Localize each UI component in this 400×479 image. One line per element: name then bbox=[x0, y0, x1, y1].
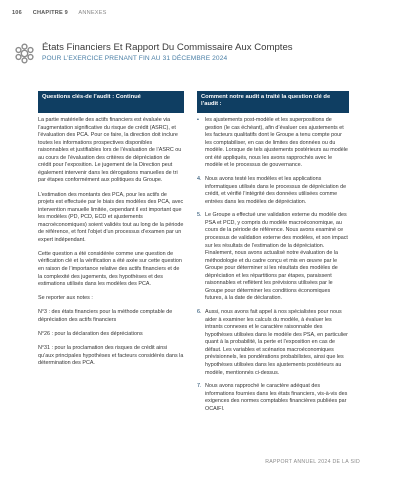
section-label: ANNEXES bbox=[78, 10, 107, 16]
audit-response-column bbox=[197, 91, 349, 420]
audit-procedures-list bbox=[197, 117, 349, 413]
running-header bbox=[12, 10, 116, 16]
paragraph: Cette question a été considérée comme une question de vérification clé et la vérification a été axée sur cette question en raison de l’importance relative des actifs financiers et de la complexité des jugements, des hypothèses et des estimations utilisés dans les modèles des PCA. bbox=[38, 250, 182, 288]
list-item bbox=[197, 212, 349, 303]
note-reference: N°26 : pour la déclaration des dépréciations bbox=[38, 331, 143, 338]
left-column-heading: Questions clés-de l’audit : Continué bbox=[38, 91, 184, 113]
page-footer: RAPPORT ANNUEL 2024 DE LA SID bbox=[265, 459, 360, 465]
note-reference: N°3 : des états financiers pour la méthode comptable de dépréciation des actifs financiers bbox=[38, 309, 173, 323]
chapter-label: CHAPITRE 9 bbox=[32, 10, 68, 16]
page-number: 106 bbox=[12, 10, 22, 16]
key-audit-matters-column bbox=[38, 91, 184, 374]
right-column-heading: Comment notre audit a traité la question clé de l’audit : bbox=[197, 91, 349, 113]
note-reference: N°31 : pour la proclamation des risques de crédit ainsi qu’aux principales hypothèses et facteurs considérés dans la détermination des PCA. bbox=[38, 345, 184, 367]
list-item-text: Aussi, nous avons fait appel à nos spécialistes pour nous aider à examiner les calculs du modèle, à évaluer les intrants connexes et le caractère raisonnable des hypothèses utilisées dans le modèle des PSA, en particulier quant à la probabilité, la perte et l’exposition en cas de défaut. Les variables et scénarios macroéconomiques prévisionnels, les pondérations probabilistes, ainsi que les hypothèses utilisées dans les ajustements postérieurs au modèle, mentionnés ci-dessus. bbox=[205, 309, 348, 376]
list-marker: 7. bbox=[197, 383, 202, 390]
list-item bbox=[197, 117, 349, 170]
page-subtitle: POUR L’EXERCICE PRENANT FIN AU 31 DÉCEMBRE 2024 bbox=[42, 55, 228, 62]
page-title: États Financiers Et Rapport Du Commissaire Aux Comptes bbox=[42, 42, 293, 53]
list-item bbox=[197, 383, 349, 413]
list-item-text: Nous avons testé les modèles et les applications informatiques utilisés dans le processus de dépréciation de crédit, et vérifié l’intégrité des données utilisées comme entrées dans les modèles de dépréciation. bbox=[205, 176, 347, 205]
right-column-body bbox=[197, 113, 349, 413]
list-item-text: Le Groupe a effectué une validation externe du modèle des PSA et PCD, y compris du modèle macroéconomique, au cours de la période de référence. Nous avons examiné ce processus de validation externe des modèles, et son impact sur les résultats de l’estimation de la dépréciation. Finalement, nous avons actualisé notre évaluation de la méthodologie et du cadre conçu et mis en œuvre par le Groupe pour déterminer si les résultats des modèles de dépréciation et les répartitions par étapes, paraissent raisonnables et reflètent les prévisions utilisées par le Groupe pour déterminer les conditions économiques futures, à la date de déclaration. bbox=[205, 212, 348, 302]
list-item-text: les ajustements post-modèle et les superpositions de gestion (le cas échéant), afin d’évaluer ces ajustements et les facteurs qualitatifs dont le Groupe a tenu compte pour les comptabiliser, en cas de limites des données ou du modèle. Lorsque de tels ajustements postérieurs au modèle ont été appliqués, nous les avons rapprochés avec le modèle et le processus de gouvernance. bbox=[205, 117, 348, 169]
list-marker: 5. bbox=[197, 212, 202, 219]
paragraph: Se reporter aux notes : bbox=[38, 295, 93, 302]
list-marker: 4. bbox=[197, 176, 202, 183]
list-marker: • bbox=[197, 117, 199, 123]
list-item bbox=[197, 176, 349, 206]
paragraph: La partie matérielle des actifs financiers est évaluée via l’augmentation significative du risque de crédit (ASRC), et l’évaluation des PCA. Pour ce faire, la direction doit inclure toutes les informations prospectives disponibles raisonnables et justifiables lors de l’évaluation de l’ASRC ou au cours de l’évaluation des critères de dépréciation de crédit pour l’exposition. Le jugement de la Direction peut également intervenir dans les dérogations manuelles de tri par étapes conformément aux politiques du Groupe. bbox=[38, 117, 182, 184]
list-item bbox=[197, 309, 349, 377]
list-item-text: Nous avons rapproché le caractère adéquat des informations fournies dans les états financiers, vis-à-vis des exigences des normes comptables financières publiées par OCAIFI. bbox=[205, 383, 348, 412]
list-marker: 6. bbox=[197, 309, 202, 316]
sid-logo-icon bbox=[14, 43, 35, 64]
left-column-body bbox=[38, 113, 184, 368]
paragraph: L’estimation des montants des PCA, pour les actifs de projets est effectuée par le biais des modèles des PCA, avec intervention manuelle limitée, cependant il est important que les modèles (PD, PCD, ECD et ajustements macroéconomiques) soient validés tout au long de la période de référence, et font l’objet d’un processus d’examen par un expert indépendant. bbox=[38, 191, 184, 243]
